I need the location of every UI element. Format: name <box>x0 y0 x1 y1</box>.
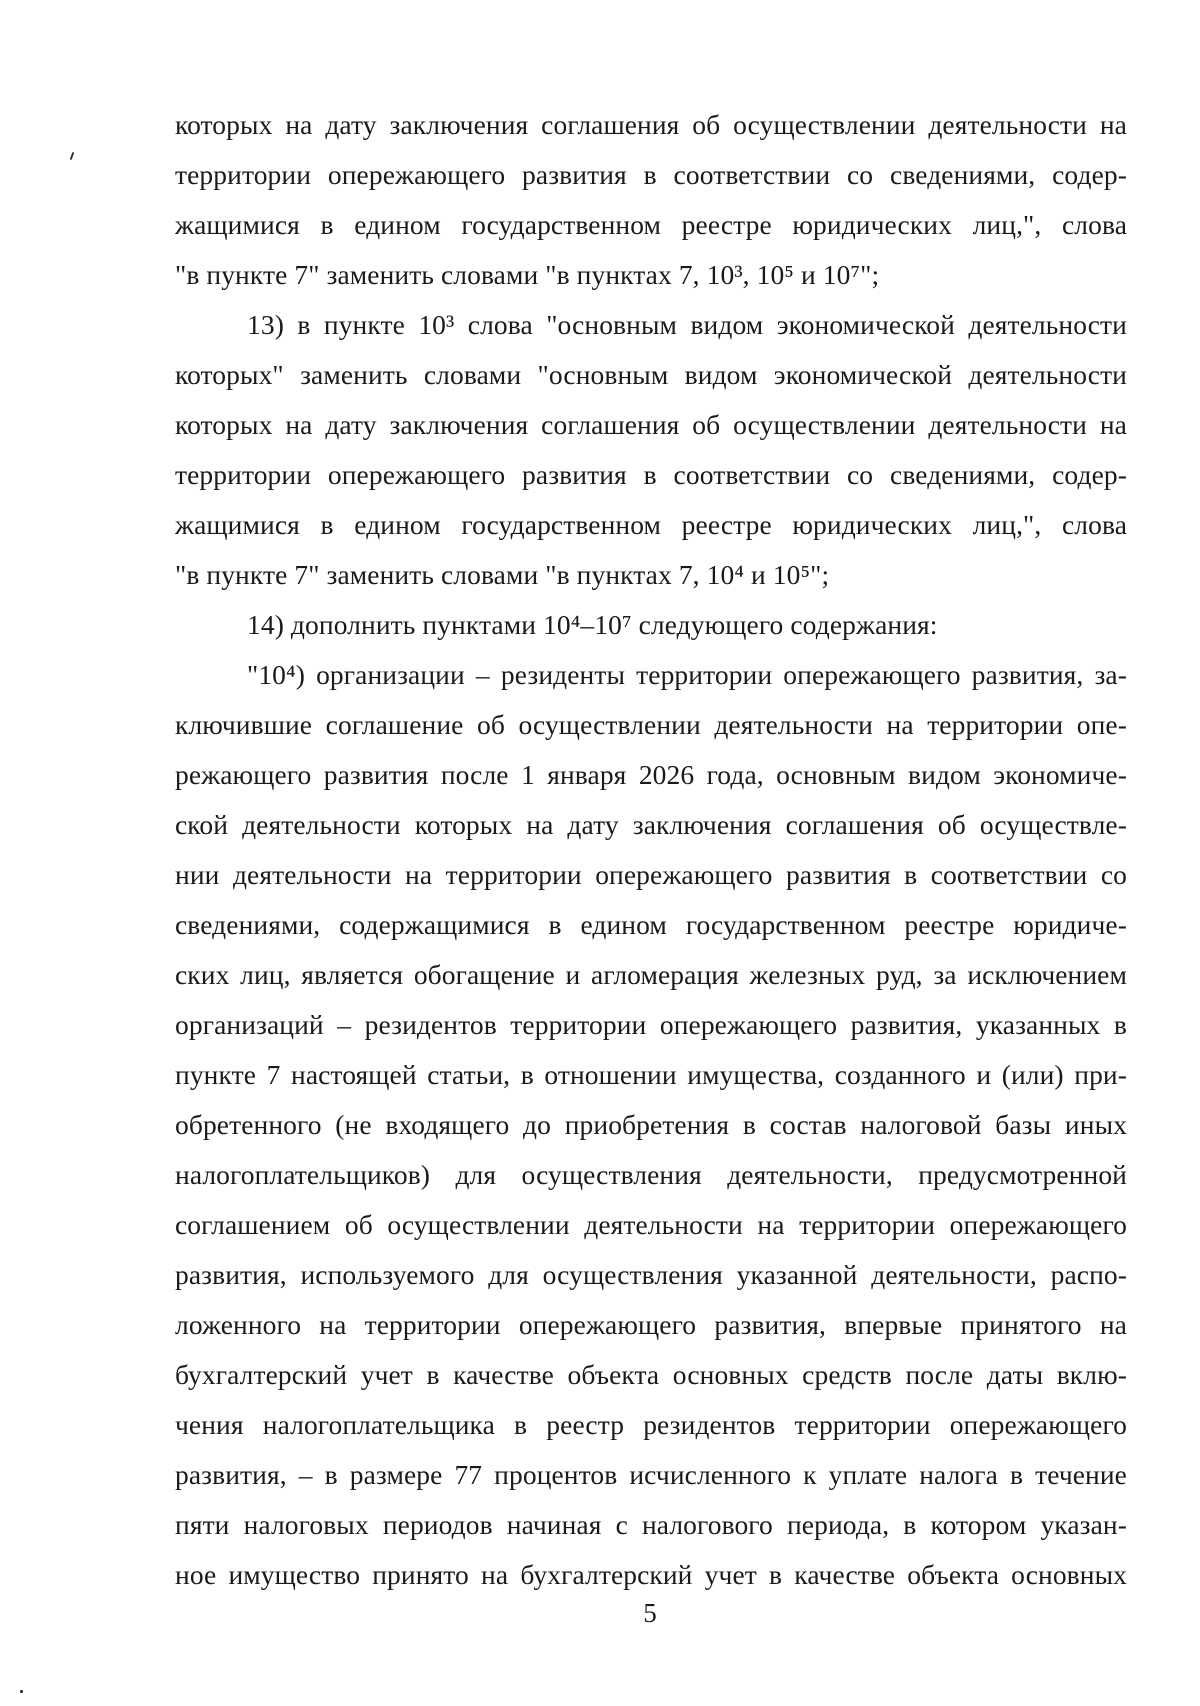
text-line: обретенного (не входящего до приобретения в состав налоговой базы иных <box>175 1109 1127 1140</box>
text-line: которых на дату заключения соглашения об осуществлении деятельности на <box>175 109 1127 140</box>
text-line: ской деятельности которых на дату заключения соглашения об осуществле- <box>175 809 1127 840</box>
scan-speck <box>70 152 75 160</box>
text-line: пункте 7 настоящей статьи, в отношении имущества, созданного и (или) при- <box>175 1059 1127 1090</box>
text-line: "в пункте 7" заменить словами "в пунктах 7, 10⁴ и 10⁵"; <box>175 559 830 590</box>
text-line: соглашением об осуществлении деятельности на территории опережающего <box>175 1209 1127 1240</box>
document-body <box>175 100 1127 1600</box>
text-line: развития, – в размере 77 процентов исчисленного к уплате налога в течение <box>175 1459 1127 1490</box>
text-line: развития, используемого для осуществления указанной деятельности, распо- <box>175 1259 1127 1290</box>
text-line: которых на дату заключения соглашения об осуществлении деятельности на <box>175 409 1127 440</box>
scan-speck <box>20 1690 23 1693</box>
text-line: "в пункте 7" заменить словами "в пунктах 7, 10³, 10⁵ и 10⁷"; <box>175 259 880 290</box>
text-line: чения налогоплательщика в реестр резидентов территории опережающего <box>175 1409 1127 1440</box>
text-line: бухгалтерский учет в качестве объекта основных средств после даты вклю- <box>175 1359 1127 1390</box>
text-line: ключившие соглашение об осуществлении деятельности на территории опе- <box>175 709 1127 740</box>
text-line: территории опережающего развития в соответствии со сведениями, содер- <box>175 159 1127 190</box>
text-line: налогоплательщиков) для осуществления деятельности, предусмотренной <box>175 1159 1127 1190</box>
text-line: которых" заменить словами "основным видом экономической деятельности <box>175 359 1127 390</box>
text-line: 14) дополнить пунктами 10⁴–10⁷ следующего содержания: <box>247 609 938 640</box>
text-line: пяти налоговых периодов начиная с налогового периода, в котором указан- <box>175 1509 1127 1540</box>
text-line: территории опережающего развития в соответствии со сведениями, содер- <box>175 459 1127 490</box>
text-line: организаций – резидентов территории опережающего развития, указанных в <box>175 1009 1127 1040</box>
text-line: ложенного на территории опережающего развития, впервые принятого на <box>175 1309 1127 1340</box>
text-line: режающего развития после 1 января 2026 года, основным видом экономиче- <box>175 759 1127 790</box>
text-line: жащимися в едином государственном реестре юридических лиц,", слова <box>175 509 1127 540</box>
text-line: ное имущество принято на бухгалтерский учет в качестве объекта основных <box>175 1559 1127 1590</box>
text-line: сведениями, содержащимися в едином государственном реестре юридиче- <box>175 909 1127 940</box>
text-line: жащимися в едином государственном реестре юридических лиц,", слова <box>175 209 1127 240</box>
text-line: 13) в пункте 10³ слова "основным видом экономической деятельности <box>247 309 1127 340</box>
text-line: ских лиц, является обогащение и агломерация железных руд, за исключением <box>175 959 1127 990</box>
page-number: 5 <box>643 1598 657 1628</box>
text-line: нии деятельности на территории опережающего развития в соответствии со <box>175 859 1127 890</box>
text-line: "10⁴) организации – резиденты территории опережающего развития, за- <box>247 659 1127 690</box>
